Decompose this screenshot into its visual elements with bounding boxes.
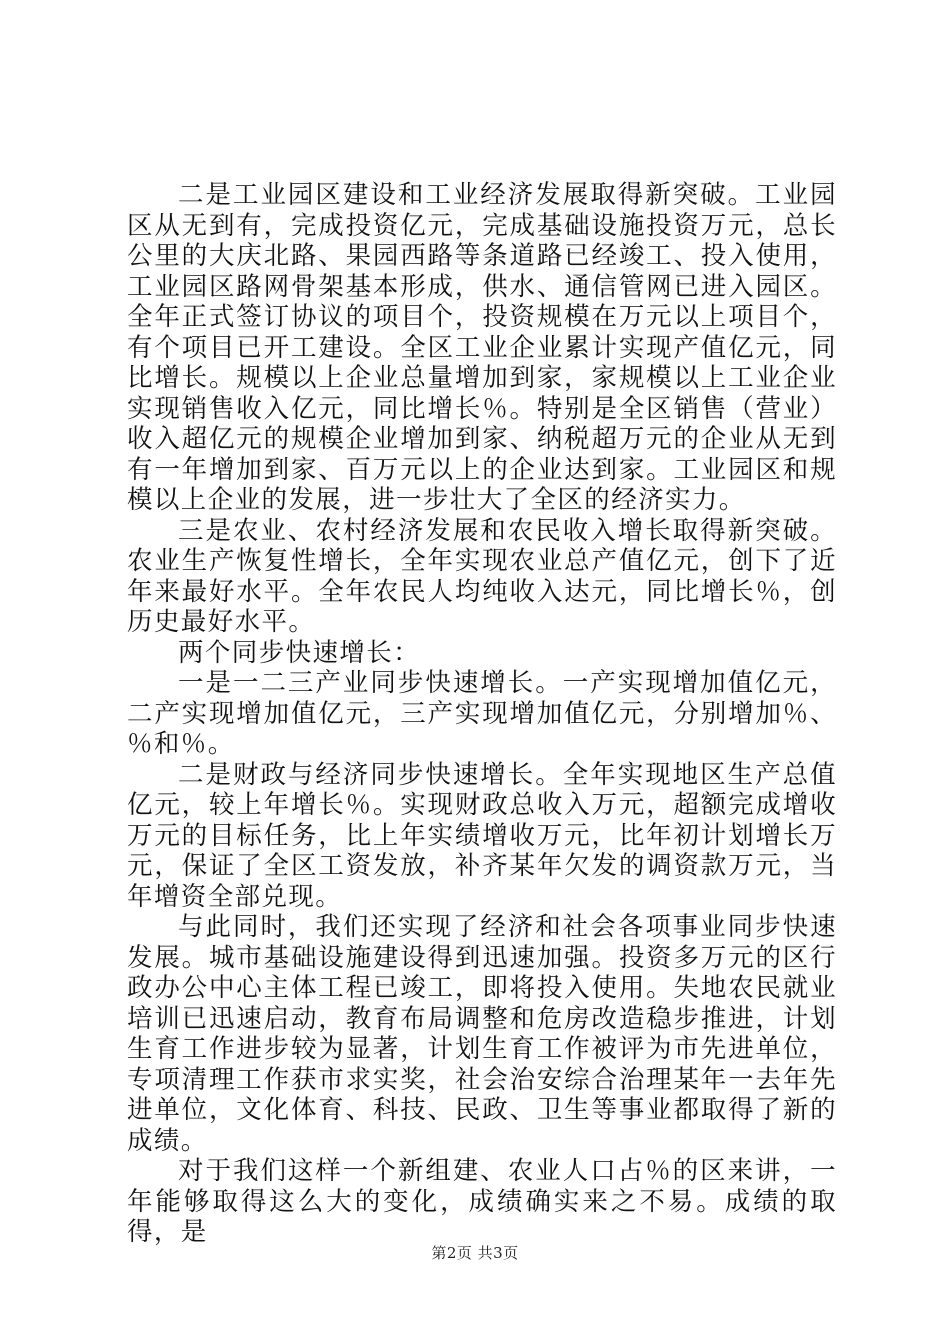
paragraph-finance-economy: 二是财政与经济同步快速增长。全年实现地区生产总值亿元，较上年增长％。实现财政总收入万元，超额完成增收万元的目标任务，比上年实绩增收万元，比年初计划增长万元，保证了全区工资发放，补齐某年欠发的调资款万元，当年增资全部兑现。 [127,759,837,912]
page-number-footer: 第2页 共3页 [431,1244,519,1262]
paragraph-two-growths-heading: 两个同步快速增长： [178,637,421,668]
paragraph-achievements: 对于我们这样一个新组建、农业人口占％的区来讲，一年能够取得这么大的变化，成绩确实来之不易。成绩的取得，是 [127,1156,837,1247]
paragraph-three-industries: 一是一二三产业同步快速增长。一产实现增加值亿元，二产实现增加值亿元，三产实现增加值亿元，分别增加％、％和％。 [127,668,837,759]
paragraph-agriculture: 三是农业、农村经济发展和农民收入增长取得新突破。农业生产恢复性增长，全年实现农业总产值亿元，创下了近年来最好水平。全年农民人均纯收入达元，同比增长％，创历史最好水平。 [127,515,837,637]
paragraph-social-development: 与此同时，我们还实现了经济和社会各项事业同步快速发展。城市基础设施建设得到迅速加强。投资多万元的区行政办公中心主体工程已竣工，即将投入使用。失地农民就业培训已迅速启动，教育布局调整和危房改造稳步推进，计划生育工作进步较为显著，计划生育工作被评为市先进单位，专项清理工作获市求实奖，社会治安综合治理某年一去年先进单位，文化体育、科技、民政、卫生等事业都取得了新的成绩。 [127,912,837,1156]
paragraph-industrial-park: 二是工业园区建设和工业经济发展取得新突破。工业园区从无到有，完成投资亿元，完成基础设施投资万元，总长公里的大庆北路、果园西路等条道路已经竣工、投入使用，工业园区路网骨架基本形成，供水、通信管网已进入园区。全年正式签订协议的项目个，投资规模在万元以上项目个，有个项目已开工建设。全区工业企业累计实现产值亿元，同比增长。规模以上企业总量增加到家，家规模以上工业企业实现销售收入亿元，同比增长％。特别是全区销售（营业）收入超亿元的规模企业增加到家、纳税超万元的企业从无到有一年增加到家、百万元以上的企业达到家。工业园区和规模以上企业的发展，进一步壮大了全区的经济实力。 [127,180,837,515]
document-body [127,180,837,1248]
